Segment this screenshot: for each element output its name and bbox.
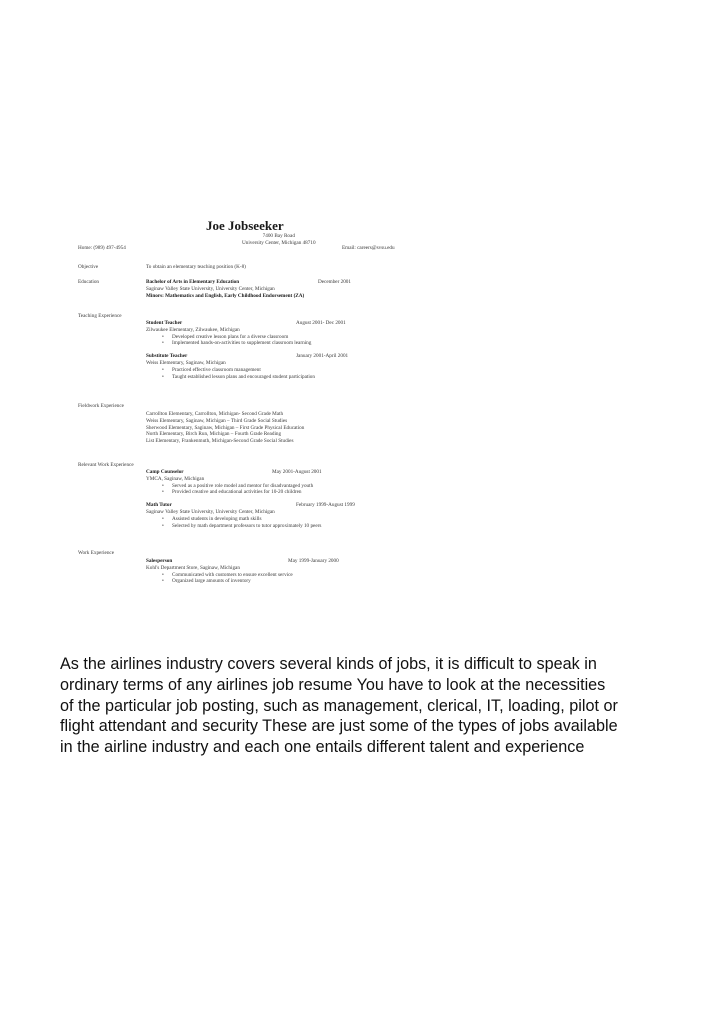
relevant-bullet: • Assisted students in developing math skills (146, 516, 321, 523)
fieldwork-item: North Elementary, Birch Run, Michigan – Fourth Grade Reading (146, 431, 282, 438)
resume-name: Joe Jobseeker (206, 218, 284, 233)
fieldwork-item: Carrollton Elementary, Carrollton, Michigan- Second Grade Math (146, 411, 284, 417)
resume-address-line2: University Center, Michigan 48710 (242, 240, 316, 246)
work-date-1: May 1999-January 2000 (288, 558, 339, 564)
body-paragraph (60, 654, 680, 758)
teaching-bullet: • Practiced effective classroom management (146, 367, 315, 374)
relevant-block (146, 469, 355, 529)
work-row-1 (146, 558, 339, 565)
relevant-bullet: • Served as a positive role model and mentor for disadvantaged youth (146, 483, 321, 490)
teaching-row-1 (146, 320, 346, 327)
paragraph-line: in the airline industry and each one entails different talent and experience (60, 738, 585, 757)
objective-label: Objective (78, 264, 99, 270)
paragraph-line: flight attendant and security These are just some of the types of jobs available (60, 717, 618, 736)
education-degree: Bachelor of Arts in Elementary Education (146, 279, 240, 285)
resume-sample-image (78, 210, 408, 610)
teaching-title-2: Substitute Teacher (146, 353, 188, 360)
resume-home-phone: Home: (989) 497-4954 (78, 245, 126, 251)
teaching-bullet: • Implemented hands-on-activities to supplement classroom learning (146, 340, 315, 347)
education-label: Education (78, 279, 100, 285)
relevant-row-2 (146, 502, 355, 509)
fieldwork-item: Weiss Elementary, Saginaw, Michigan – Third Grade Social Studies (146, 417, 288, 424)
work-block (146, 558, 339, 585)
education-block (146, 279, 351, 299)
objective-text: To obtain an elementary teaching position (K-8) (146, 264, 246, 270)
resume-contact (78, 245, 408, 251)
teaching-date-2: January 2001-April 2001 (296, 353, 349, 360)
relevant-row-1 (146, 469, 321, 476)
work-place-1: Kohl's Department Store, Saginaw, Michigan (146, 564, 240, 571)
teaching-place-1: Zilwaukee Elementary, Zilwaukee, Michigan (146, 326, 240, 333)
resume-email: Email: careers@svsu.edu (342, 245, 395, 251)
relevant-title-2: Math Tutor (146, 502, 172, 509)
teaching-place-2: Weiss Elementary, Saginaw, Michigan (146, 359, 226, 366)
education-minors: Minors: Mathematics and English, Early Childhood Endorsement (ZA) (146, 292, 305, 299)
relevant-label: Relevant Work Experience (78, 462, 134, 468)
teaching-title-1: Student Teacher (146, 320, 183, 326)
teaching-bullet: • Taught established lesson plans and encouraged student participation (146, 374, 315, 381)
teaching-label: Teaching Experience (78, 313, 122, 319)
teaching-date-1: August 2001- Dec 2001 (296, 320, 346, 326)
relevant-bullet: • Selected by math department professors to tutor approximately 10 peers (146, 523, 321, 530)
relevant-place-1: YMCA, Saginaw, Michigan (146, 475, 205, 482)
work-label: Work Experience (78, 550, 115, 556)
fieldwork-label: Fieldwork Experience (78, 403, 124, 409)
paragraph-line: ordinary terms of any airlines job resume You have to look at the necessities (60, 675, 606, 694)
education-school: Saginaw Valley State University, University Center, Michigan (146, 285, 275, 292)
relevant-place-2: Saginaw Valley State University, University Center, Michigan (146, 508, 275, 515)
education-degree-row (146, 279, 351, 286)
relevant-date-1: May 2001-August 2001 (272, 469, 322, 475)
fieldwork-item: Sherwood Elementary, Saginaw, Michigan – First Grade Physical Education (146, 424, 305, 431)
relevant-title-1: Camp Counselor (146, 469, 184, 475)
work-bullet: • Organized large amounts of inventory (146, 578, 293, 585)
teaching-row-2 (146, 353, 349, 360)
resume-address-line1: 7400 Bay Road (262, 233, 295, 239)
paragraph-line: As the airlines industry covers several kinds of jobs, it is difficult to speak in (60, 655, 597, 673)
teaching-bullet: • Developed creative lesson plans for a diverse classroom (146, 334, 315, 341)
work-bullet: • Communicated with customers to ensure excellent service (146, 572, 293, 579)
fieldwork-item: List Elementary, Frankenmuth, Michigan-Second Grade Social Studies (146, 438, 294, 445)
work-title-1: Salesperson (146, 558, 173, 564)
relevant-date-2: February 1999-August 1999 (296, 502, 355, 509)
paragraph-line: of the particular job posting, such as management, clerical, IT, loading, pilot or (60, 696, 618, 715)
relevant-bullet: • Provided creative and educational activities for 10-20 children (146, 489, 321, 496)
teaching-block (146, 320, 349, 380)
education-date: December 2001 (318, 279, 351, 285)
fieldwork-block (146, 411, 304, 445)
